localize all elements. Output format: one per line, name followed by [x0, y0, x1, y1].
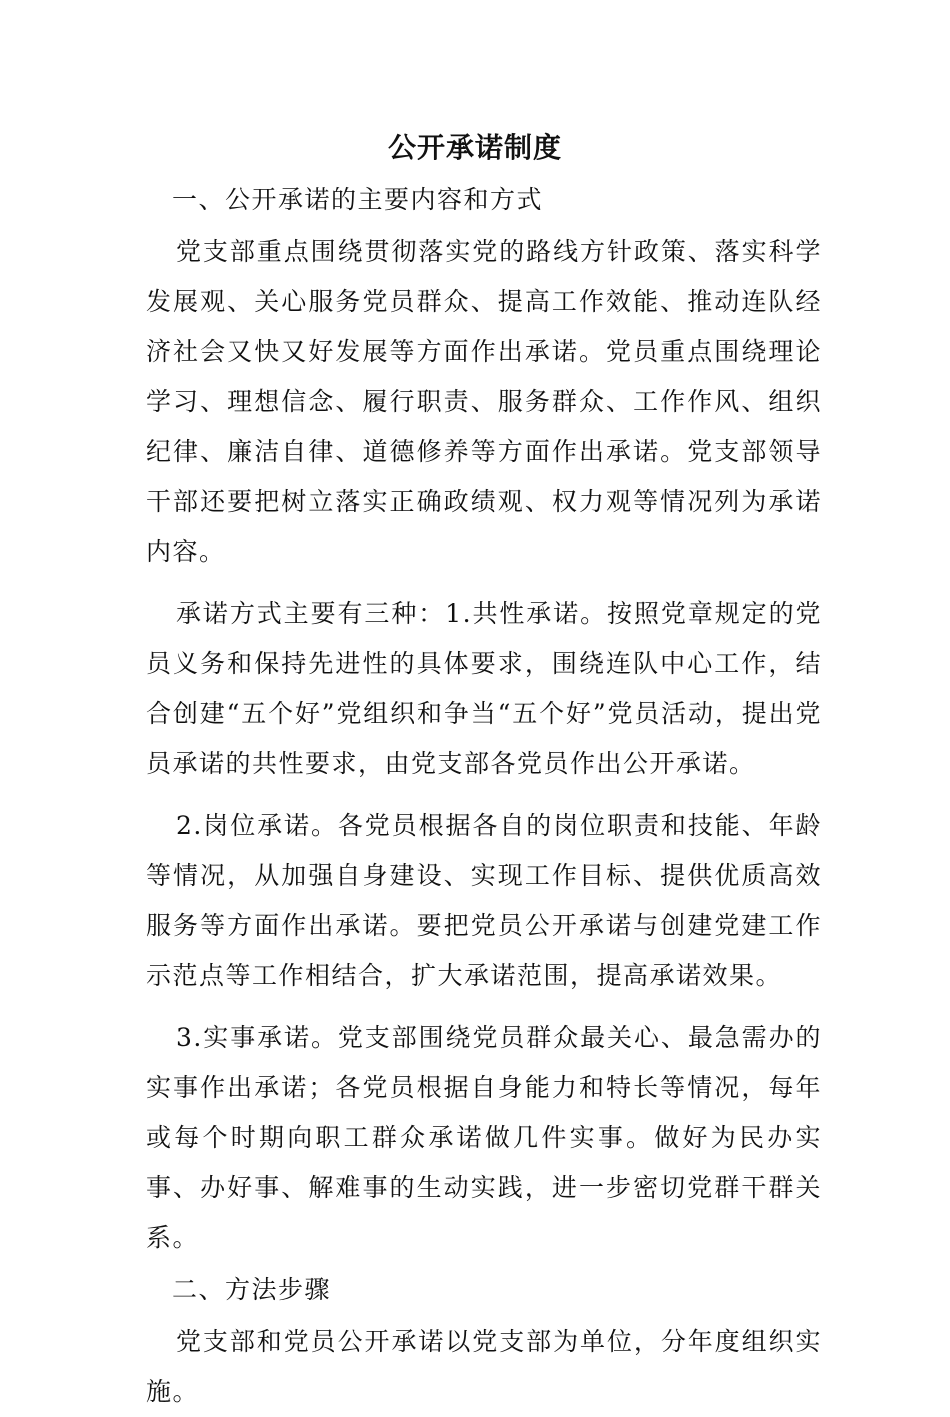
document-title: 公开承诺制度 — [387, 131, 562, 164]
paragraph-commitment-methods: 承诺方式主要有三种：1.共性承诺。按照党章规定的党员义务和保持先进性的具体要求，围绕连队中心工作，结合创建“五个好”党组织和争当“五个好”党员活动，提出党员承诺的共性要求，由党支部各党员作出公开承诺。 — [146, 599, 822, 778]
paragraph-method-steps: 党支部和党员公开承诺以党支部为单位，分年度组织实施。 — [146, 1327, 822, 1406]
document-body — [146, 175, 822, 1417]
paragraph-post-commitment: 2.岗位承诺。各党员根据各自的岗位职责和技能、年龄等情况，从加强自身建设、实现工作目标、提供优质高效服务等方面作出承诺。要把党员公开承诺与创建党建工作示范点等工作相结合，扩大承诺范围，提高承诺效果。 — [146, 811, 822, 990]
section-heading-2: 二、方法步骤 — [172, 1275, 332, 1304]
paragraph-content-commitment: 党支部重点围绕贯彻落实党的路线方针政策、落实科学发展观、关心服务党员群众、提高工作效能、推动连队经济社会又快又好发展等方面作出承诺。党员重点围绕理论学习、理想信念、履行职责、服务群众、工作作风、组织纪律、廉洁自律、道德修养等方面作出承诺。党支部领导干部还要把树立落实正确政绩观、权力观等情况列为承诺内容。 — [146, 237, 822, 566]
paragraph-practical-commitment: 3.实事承诺。党支部围绕党员群众最关心、最急需办的实事作出承诺；各党员根据自身能力和特长等情况，每年或每个时期向职工群众承诺做几件实事。做好为民办实事、办好事、解难事的生动实践，进一步密切党群干群关系。 — [146, 1023, 822, 1252]
section-heading-1: 一、公开承诺的主要内容和方式 — [172, 185, 544, 214]
